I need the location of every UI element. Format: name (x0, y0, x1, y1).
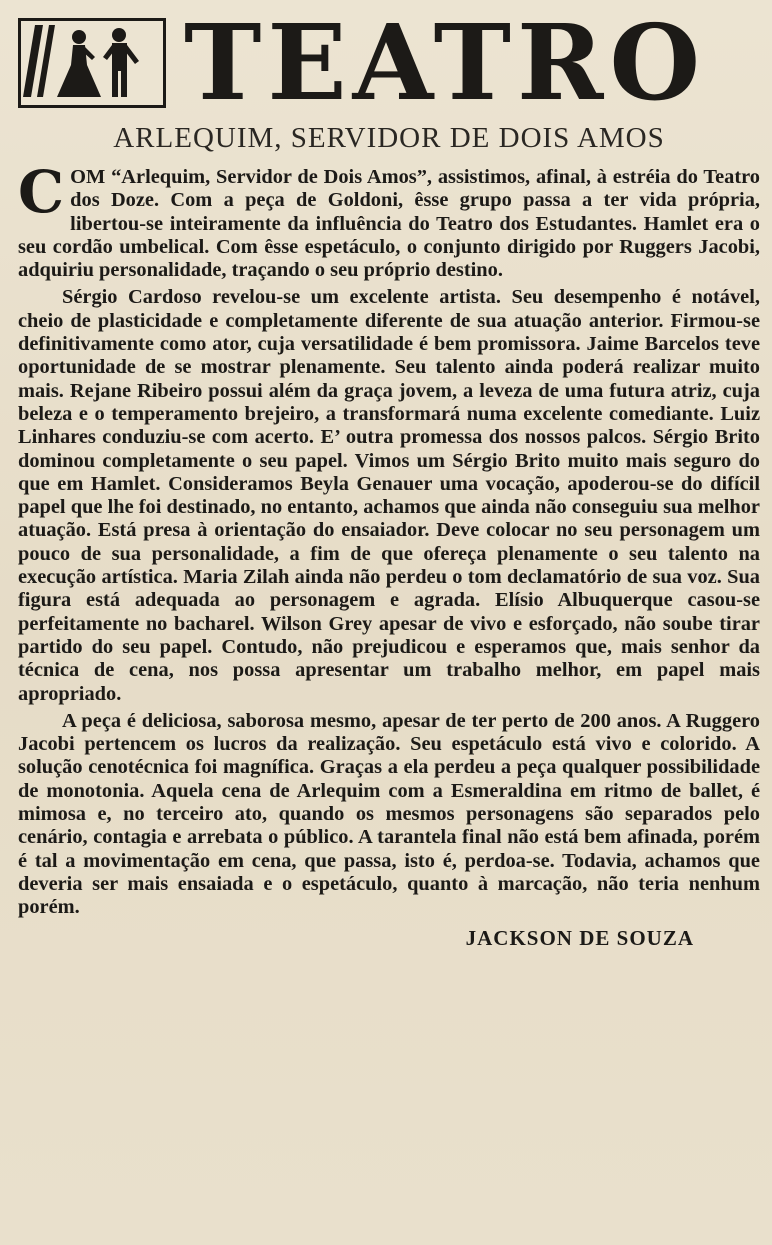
drop-cap: C (18, 158, 65, 226)
byline: JACKSON DE SOUZA (465, 925, 694, 950)
article-headline: ARLEQUIM, SERVIDOR DE DOIS AMOS (113, 122, 665, 154)
theatre-logo-icon (18, 18, 166, 108)
masthead-title: TEATRO (184, 1, 707, 124)
masthead (18, 1, 760, 124)
article-body (18, 158, 760, 920)
paragraph-1 (18, 158, 760, 282)
paragraph-1-text: OM “Arlequim, Servidor de Dois Amos”, assistimos, afinal, à estréia do Teatro dos Doze. Com a peça de Goldoni, êsse grupo passa a ter vida própria, libertou-se inteiramente da influência do Teatro dos Estudantes. Hamlet era o seu cordão umbelical. Com êsse espetáculo, o conjunto dirigido por Ruggers Jacobi, adquiriu personalidade, traçando o seu próprio destino. (18, 166, 760, 282)
paragraph-2: Sérgio Cardoso revelou-se um excelente artista. Seu desempenho é notável, cheio de plasticidade e completamente diferente de sua atuação anterior. Firmou-se definitivamente como ator, cuja versatilidade é bem promissora. Jaime Barcelos teve oportunidade de se mostrar plenamente. Seu talento ainda poderá realizar muito mais. Rejane Ribeiro possui além da graça jovem, a leveza de uma futura atriz, cuja beleza e o temperamento brejeiro, a transformará numa excelente comediante. Luiz Linhares conduziu-se com acerto. E’ outra promessa dos nossos palcos. Sérgio Brito dominou completamente o seu papel. Vimos um Sérgio Brito muito mais seguro do que em Hamlet. Consideramos Beyla Genauer uma vocação, apoderou-se do difícil papel que lhe foi destinado, no entanto, achamos que ainda não conseguiu sua melhor atuação. Está presa à orientação do ensaiador. Deve colocar no seu personagem um pouco de sua personalidade, a fim de que ofereça plenamente o seu talento na execução artística. Maria Zilah ainda não perdeu o tom declamatório de sua voz. Sua figura está adequada ao personagem e agrada. Elísio Albuquerque casou-se perfeitamente no bacharel. Wilson Grey apesar de vivo e esforçado, não soube tirar partido do seu papel. Contudo, não prejudicou e esperamos que, mais senhor da técnica de cena, nos possa apresentar um trabalho melhor, em papel mais apropriado. (18, 286, 760, 705)
paragraph-3: A peça é deliciosa, saborosa mesmo, apesar de ter perto de 200 anos. A Ruggero Jacobi pertencem os lucros da realização. Seu espetáculo está vivo e colorido. A solução cenotécnica foi magnífica. Graças a ela perdeu a peça qualquer possibilidade de monotonia. Aquela cena de Arlequim com a Esmeraldina em ritmo de ballet, é mimosa e, no terceiro ato, quando os mesmos personagens são separados pelo cenário, contagia e arrebata o público. A tarantela final não está bem afinada, porém é tal a movimentação em cena, que passa, isto é, perdoa-se. Todavia, achamos que deveria ser mais ensaiada e o espetáculo, quanto à marcação, não teria nenhum porém. (18, 709, 760, 919)
